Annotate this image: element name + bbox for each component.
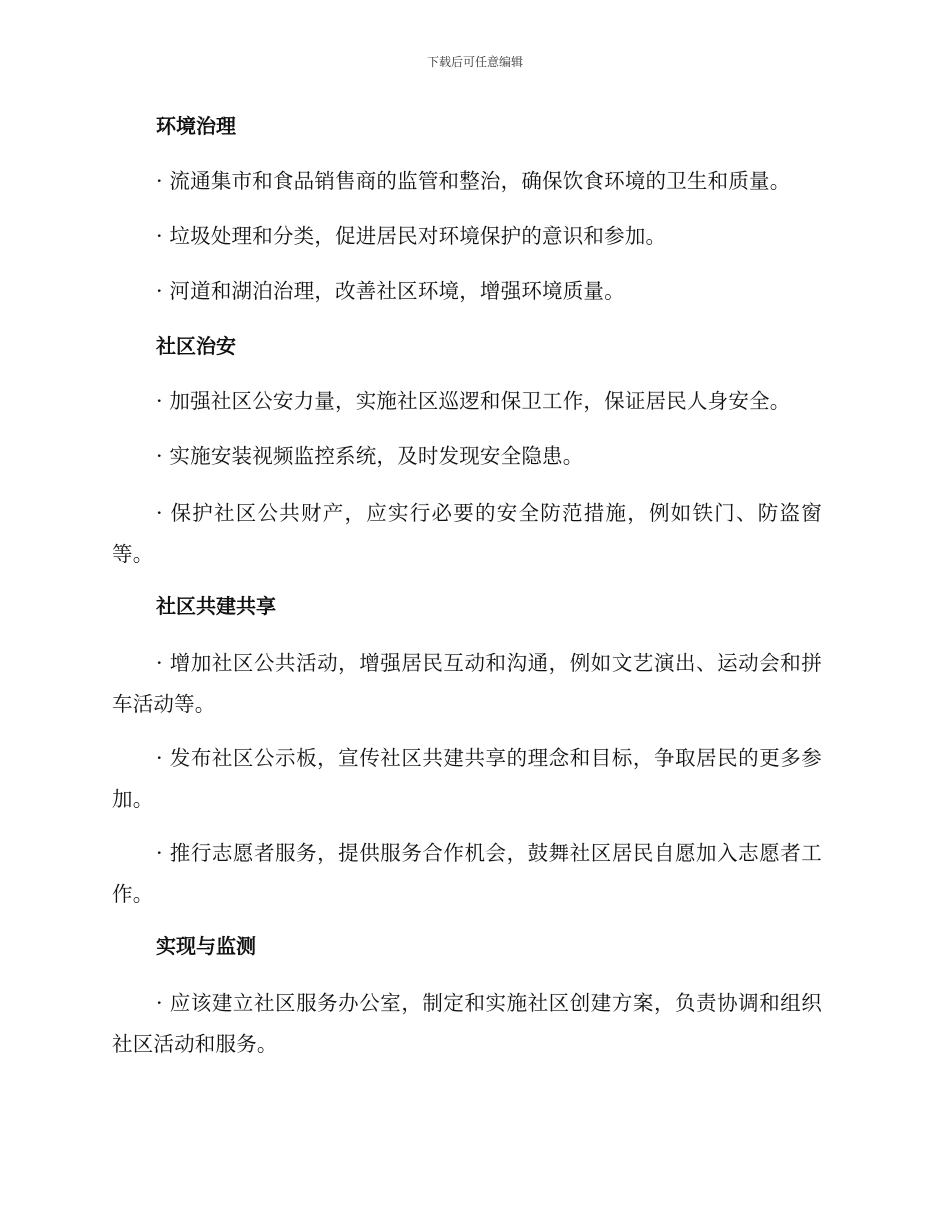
list-item: · 加强社区公安力量，实施社区巡逻和保卫工作，保证居民人身安全。 [156,389,791,413]
list-item: · 垃圾处理和分类，促进居民对环境保护的意识和参加。 [156,224,667,248]
list-item: · 增加社区公共活动，增强居民互动和沟通，例如文艺演出、运动会和拼车活动等。 [112,651,822,716]
list-item: · 实施安装视频监控系统，及时发现安全隐患。 [156,444,584,468]
page-header-note: 下载后可任意编辑 [426,55,523,69]
section-heading-implementation: 实现与监测 [156,934,256,958]
list-item: · 发布社区公示板，宣传社区共建共享的理念和目标，争取居民的更多参加。 [112,746,822,811]
section-heading-co-building: 社区共建共享 [156,594,276,618]
list-item: · 保护社区公共财产，应实行必要的安全防范措施，例如铁门、防盗窗等。 [112,501,822,566]
list-item: · 河道和湖泊治理，改善社区环境，增强环境质量。 [156,279,625,303]
list-item: · 流通集市和食品销售商的监管和整治，确保饮食环境的卫生和质量。 [156,169,791,193]
section-heading-environment: 环境治理 [156,114,236,138]
list-item: · 应该建立社区服务办公室，制定和实施社区创建方案，负责协调和组织社区活动和服务。 [112,991,822,1056]
section-heading-security: 社区治安 [156,334,236,358]
document-body [112,108,822,1078]
list-item: · 推行志愿者服务，提供服务合作机会，鼓舞社区居民自愿加入志愿者工作。 [112,841,822,906]
